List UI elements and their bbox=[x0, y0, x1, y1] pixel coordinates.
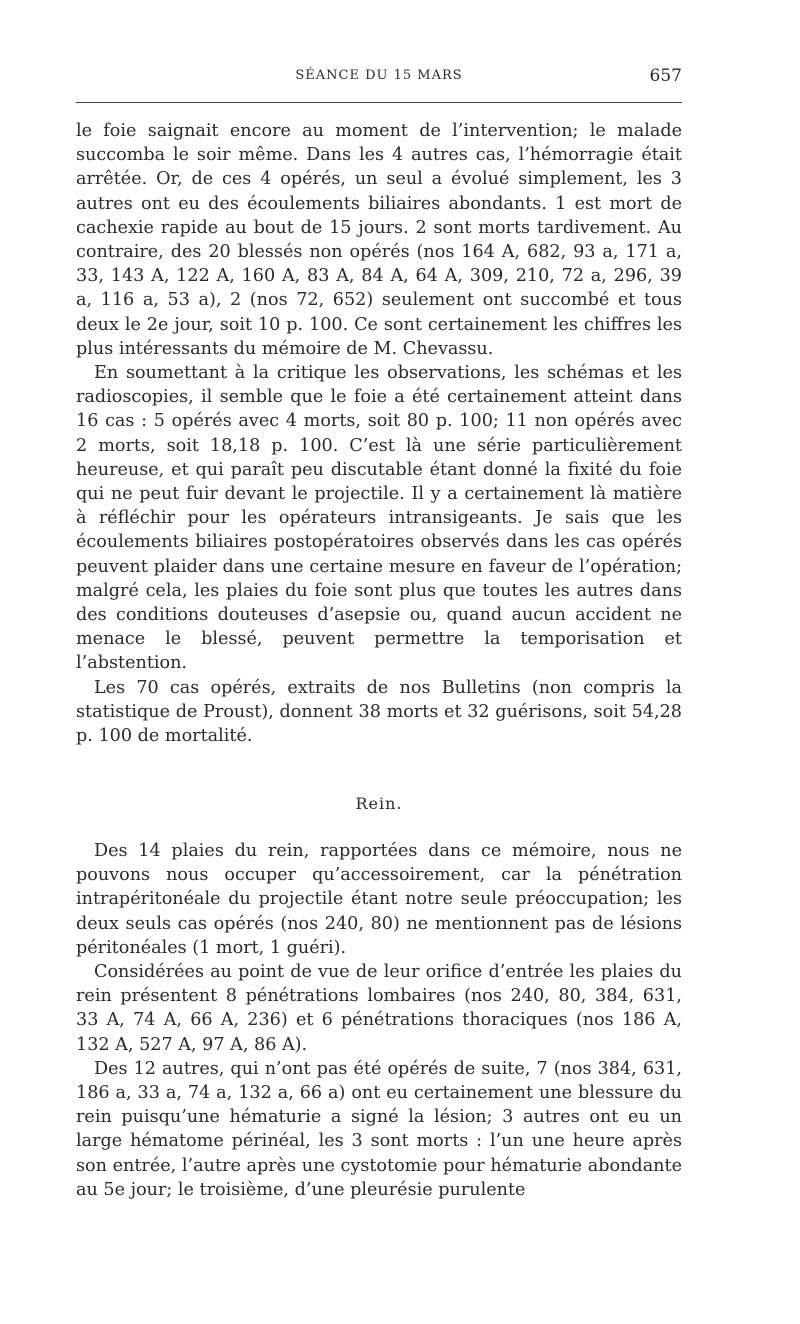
running-head bbox=[76, 64, 682, 88]
paragraph-kidney-entry: Considérées au point de vue de leur orifice d’entrée les plaies du rein présentent 8 pénétrations lombaires (nos 240, 80, 384, 631, 33 A, 74 A, 66 A, 236) et 6 pénétrations thoraciques (nos 186 A, 132 A, 527 A, 97 A, 86 A). bbox=[76, 962, 682, 1055]
paragraph-kidney-others: Des 12 autres, qui n’ont pas été opérés de suite, 7 (nos 384, 631, 186 a, 33 a, 74 a, 132 a, 66 a) ont eu certainement une blessure du rein puisqu’une hématurie a signé la lésion; 3 autres ont eu un large hématome périnéal, les 3 sont morts : l’un une heure après son entrée, l’autre après une cystotomie pour hématurie abondante au 5e jour; le troisième, d’une pleurésie purulente bbox=[76, 1058, 682, 1200]
paragraph-liver-critique: En soumettant à la critique les observations, les schémas et les radioscopies, il semble que le foie a été certainement atteint dans 16 cas : 5 opérés avec 4 morts, soit 80 p. 100; 11 non opérés avec 2 morts, soit 18,18 p. 100. C’est là une série particulièrement heureuse, et qui paraît peu discutable étant donné la fixité du foie qui ne peut fuir devant le projectile. Il y a certainement là matière à réfléchir pour les opérateurs intransigeants. Je sais que les écoulements biliaires postopératoires observés dans les cas opérés peuvent plaider dans une certaine mesure en faveur de l’opération; malgré cela, les plaies du foie sont plus que toutes les autres dans des conditions douteuses d’asepsie ou, quand aucun accident ne menace le blessé, peuvent permettre la temporisation et l’abstention. bbox=[76, 363, 682, 674]
running-title: SÉANCE DU 15 MARS bbox=[295, 68, 463, 83]
body-text-top bbox=[76, 119, 682, 748]
header-rule bbox=[76, 102, 682, 103]
body-text-rein bbox=[76, 839, 682, 1202]
paragraph-liver-continued: le foie saignait encore au moment de l’intervention; le malade succomba le soir même. Dans les 4 autres cas, l’hémorragie était arrêtée. Or, de ces 4 opérés, un seul a évolué simplement, les 3 autres ont eu des écoulements biliaires abondants. 1 est mort de cachexie rapide au bout de 15 jours. 2 sont morts tardivement. Au contraire, des 20 blessés non opérés (nos 164 A, 682, 93 a, 171 a, 33, 143 A, 122 A, 160 A, 83 A, 84 A, 64 A, 309, 210, 72 a, 296, 39 a, 116 a, 53 a), 2 (nos 72, 652) seulement ont succombé et tous deux le 2e jour, soit 10 p. 100. Ce sont certainement les chiffres les plus intéressants du mémoire de M. Chevassu. bbox=[76, 121, 682, 359]
section-heading-rein: Rein. bbox=[355, 794, 403, 813]
page-number: 657 bbox=[649, 66, 682, 86]
paragraph-kidney-wounds: Des 14 plaies du rein, rapportées dans ce mémoire, nous ne pouvons nous occuper qu’accessoirement, car la pénétration intrapéritonéale du projectile étant notre seule préoccupation; les deux seuls cas opérés (nos 240, 80) ne mentionnent pas de lésions péritonéales (1 mort, 1 guéri). bbox=[76, 841, 682, 958]
paragraph-operated-cases: Les 70 cas opérés, extraits de nos Bulletins (non compris la statistique de Proust), donnent 38 morts et 32 guérisons, soit 54,28 p. 100 de mortalité. bbox=[76, 677, 682, 747]
